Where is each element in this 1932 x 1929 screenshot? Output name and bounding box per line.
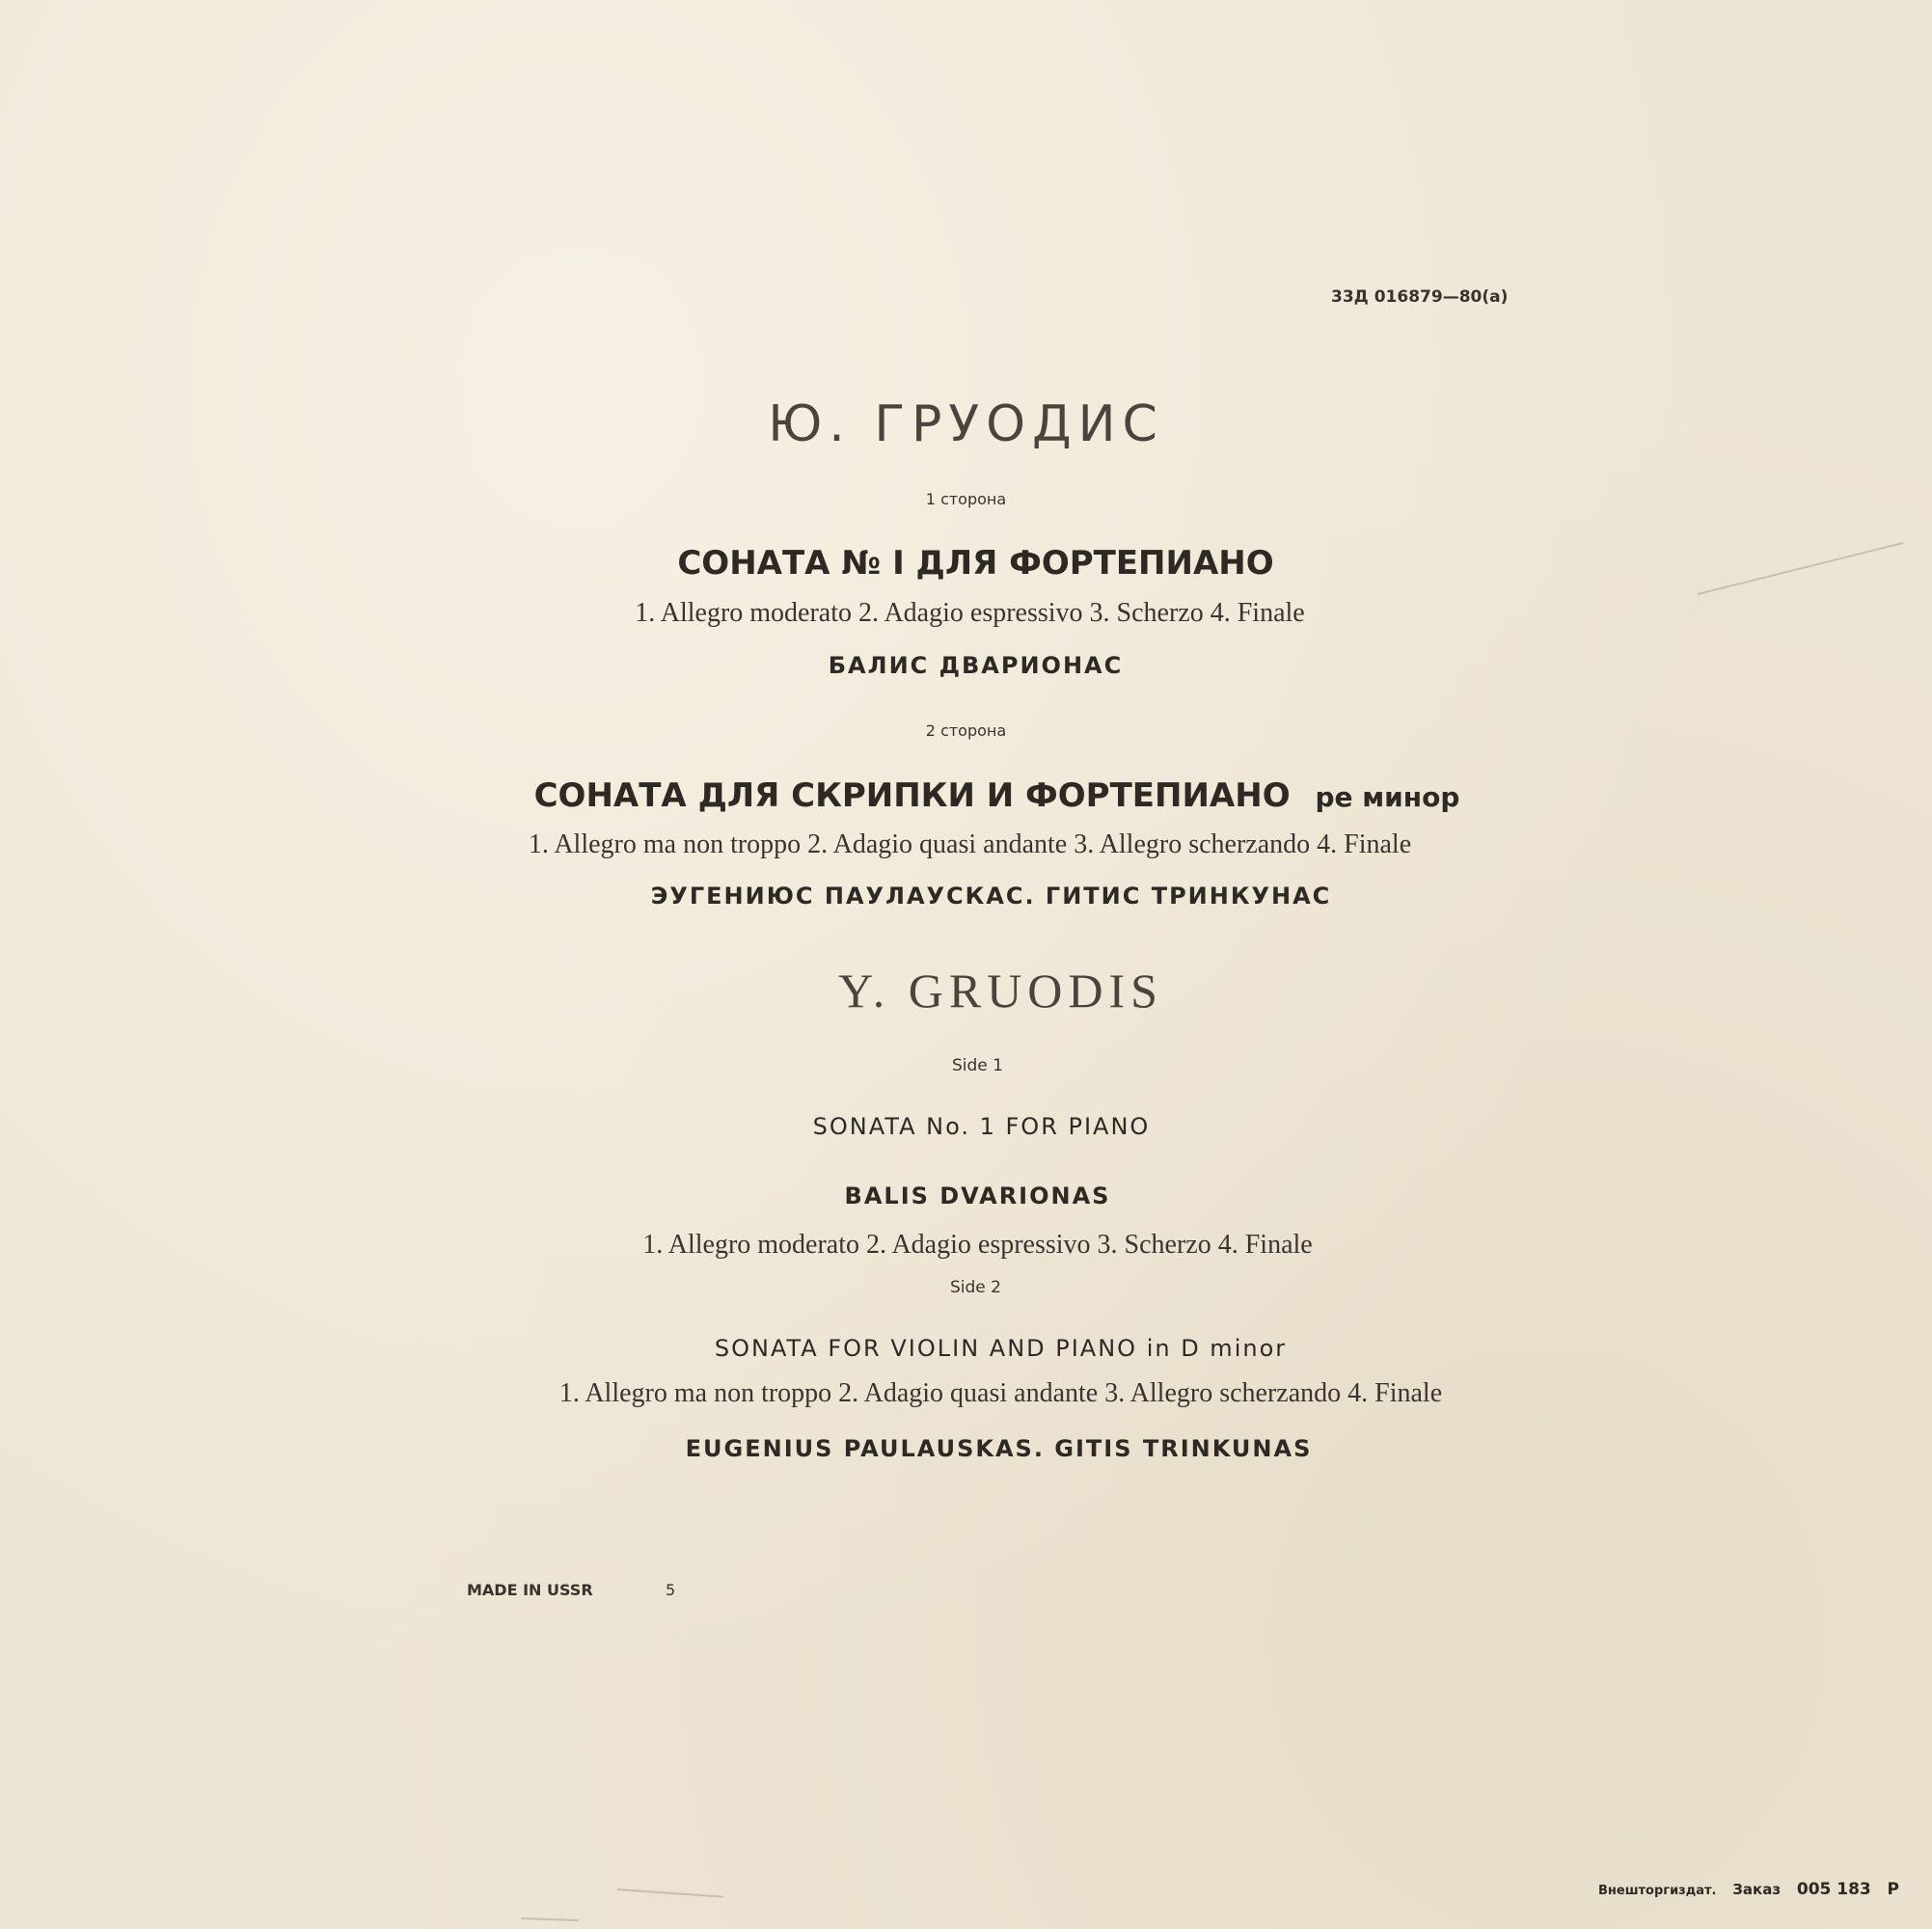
side-1-label-ru: 1 сторона — [925, 490, 1007, 508]
composer-name-en: Y. GRUODIS — [838, 964, 1163, 1018]
side-1-label-en: Side 1 — [952, 1056, 1003, 1075]
made-in-label: MADE IN USSR — [467, 1581, 593, 1599]
order-letter: Р — [1887, 1880, 1899, 1899]
side-2-label-en: Side 2 — [950, 1278, 1001, 1297]
order-number: 005 183 — [1796, 1880, 1871, 1899]
side-2-performers-en: EUGENIUS PAULAUSKAS. GITIS TRINKUNAS — [685, 1435, 1313, 1462]
scuff-mark — [617, 1888, 723, 1898]
side-1-movements-ru: 1. Allegro moderato 2. Adagio espressivo 3. Scherzo 4. Finale — [635, 598, 1305, 628]
composer-name-ru: Ю. ГРУОДИС — [768, 395, 1164, 453]
publisher-name: Внешторгиздат. — [1598, 1884, 1717, 1898]
side-2-movements-ru: 1. Allegro ma non troppo 2. Adagio quasi andante 3. Allegro scherzando 4. Finale — [528, 829, 1412, 859]
side-2-performers-ru: ЭУГЕНИЮС ПАУЛАУСКАС. ГИТИС ТРИНКУНАС — [650, 883, 1332, 910]
order-label: Заказ — [1732, 1881, 1782, 1898]
catalog-number: 33Д 016879—80(а) — [1331, 287, 1509, 307]
side-2-title-ru — [31, 776, 1932, 815]
side-1-title-en: SONATA No. 1 FOR PIANO — [812, 1113, 1151, 1140]
side-2-movements-en: 1. Allegro ma non troppo 2. Adagio quasi andante 3. Allegro scherzando 4. Finale — [558, 1378, 1443, 1408]
side-1-performer-ru: БАЛИС ДВАРИОНАС — [828, 652, 1124, 679]
side-2-title-ru-text: СОНАТА ДЛЯ СКРИПКИ И ФОРТЕПИАНО — [533, 776, 1291, 815]
side-1-movements-en: 1. Allegro moderato 2. Adagio espressivo 3. Scherzo 4. Finale — [642, 1230, 1313, 1260]
side-2-label-ru: 2 сторона — [925, 721, 1007, 740]
side-2-key-ru: ре минор — [1315, 781, 1460, 813]
scuff-mark — [521, 1917, 579, 1921]
publisher-imprint — [1598, 1880, 1899, 1899]
side-1-title-ru: СОНАТА № I ДЛЯ ФОРТЕПИАНО — [677, 544, 1274, 583]
side-2-title-en: SONATA FOR VIOLIN AND PIANO in D minor — [714, 1335, 1288, 1362]
side-1-performer-en: BALIS DVARIONAS — [844, 1182, 1111, 1209]
print-number: 5 — [666, 1581, 676, 1599]
